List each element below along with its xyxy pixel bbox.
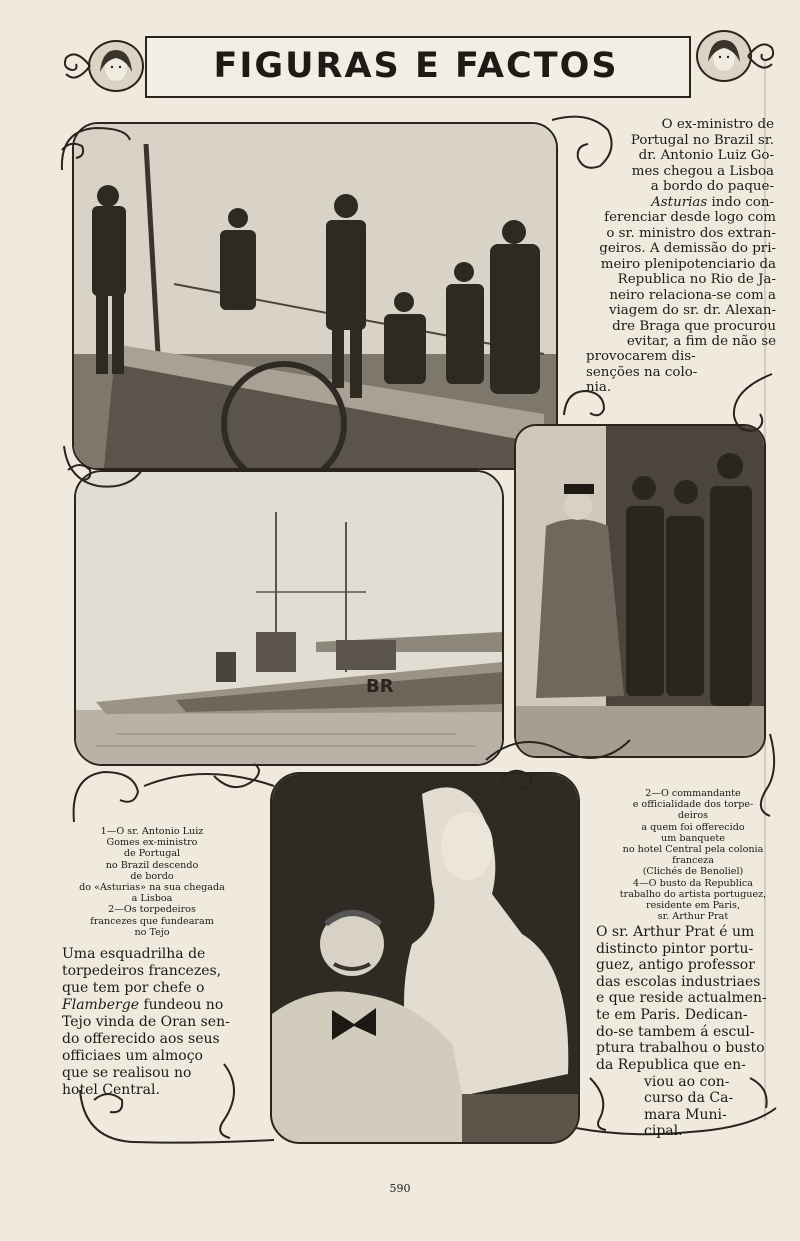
text-line: distincto pintor portu- <box>596 940 754 957</box>
caption-line: residente em Paris, <box>645 900 741 912</box>
caption-left <box>64 826 240 938</box>
text-line: que se realisou no <box>62 1065 192 1081</box>
text-fragment: fundeou no <box>139 997 224 1013</box>
caption-line: no Tejo <box>134 926 170 938</box>
text-line: Tejo vinda de Oran sen- <box>62 1014 230 1030</box>
page-number: 590 <box>389 1182 411 1195</box>
caption-line: franceza <box>672 855 714 867</box>
text-line: hotel Central. <box>62 1082 160 1098</box>
caption-line: a quem foi offerecido <box>641 821 745 833</box>
text-line: o sr. ministro dos extran- <box>606 225 776 241</box>
text-line: meiro plenipotenciario da <box>600 256 776 272</box>
text-line: que tem por chefe o <box>62 980 205 996</box>
text-line: a bordo do paque- <box>650 179 774 194</box>
text-line: ferenciar desde logo com <box>604 210 776 225</box>
text-line: torpedeiros francezes, <box>62 963 222 979</box>
caption-line: (Clichés de Benoliel) <box>642 866 744 878</box>
photo-gangway-arrival <box>72 122 558 470</box>
masthead-title: FIGURAS E FACTOS <box>213 46 619 86</box>
text-line: dre Braga que procurou <box>612 318 776 334</box>
text-line: do-se tambem á escul- <box>596 1023 755 1040</box>
article-right-text-end <box>644 1074 754 1140</box>
text-line: te em Paris. Dedican- <box>596 1006 748 1023</box>
caption-line: de Portugal <box>123 848 181 860</box>
text-line: da Republica que en- <box>596 1056 746 1073</box>
text-line: mara Muni- <box>644 1106 727 1123</box>
caption-line: um banquete <box>661 832 725 844</box>
text-line: provocarem dis- <box>586 349 696 364</box>
ship-name: Asturias <box>651 194 708 210</box>
text-line: e que reside actualmen- <box>596 990 767 1007</box>
text-line: do offerecido aos seus <box>62 1031 220 1047</box>
article-top-text <box>612 117 774 210</box>
woman-portrait-medallion-icon <box>696 30 752 82</box>
photo-torpedo-boats <box>74 470 504 766</box>
text-line: officiaes um almoço <box>62 1048 203 1064</box>
text-line: neiro relaciona-se com a <box>609 287 776 303</box>
text-line: guez, antigo professor <box>596 957 755 974</box>
article-right-text <box>596 924 782 1073</box>
hull-marking: BR <box>366 676 394 697</box>
text-line: nia. <box>586 380 612 395</box>
caption-line: no Brazil descendo <box>105 859 199 871</box>
caption-line: 2—Os torpedeiros <box>108 904 196 916</box>
text-line: O ex-ministro de <box>661 117 774 132</box>
caption-line: 2—O commandante <box>645 788 741 799</box>
caption-line: 4—O busto da Republica <box>632 877 754 889</box>
caption-line: deiros <box>677 810 709 822</box>
article-left-text <box>62 946 252 1099</box>
text-line: senções na colo- <box>586 364 698 380</box>
caption-line: do «Asturias» na sua chegada <box>79 882 225 894</box>
text-line: Uma esquadrilha de <box>62 946 206 962</box>
article-top-text-wide <box>582 210 776 350</box>
caption-line: a Lisboa <box>131 893 173 905</box>
text-line: mes chegou a Lisboa <box>631 163 774 179</box>
article-top-text-end <box>586 349 706 396</box>
photo-sculptor-bust <box>270 772 580 1144</box>
caption-line: 1—O sr. Antonio Luiz <box>100 826 204 837</box>
text-line <box>612 195 774 211</box>
scroll-ornament-icon <box>548 110 620 180</box>
text-line: dr. Antonio Luiz Go- <box>638 148 774 163</box>
caption-line: de bordo <box>130 870 174 882</box>
text-line: evitar, a fim de não se <box>626 334 776 349</box>
text-line: curso da Ca- <box>644 1090 734 1107</box>
text-line: viou ao con- <box>644 1074 730 1090</box>
text-line: viagem do sr. dr. Alexan- <box>608 303 776 318</box>
text-line: ptura trabalhou o busto <box>596 1040 765 1057</box>
scroll-ornament-icon <box>64 756 284 826</box>
photo-officers-group <box>514 424 766 758</box>
woman-portrait-medallion-icon <box>88 40 144 92</box>
text-line: geiros. A demissão do pri- <box>599 241 776 256</box>
text-line: Republica no Rio de Ja- <box>617 272 776 287</box>
text-line: das escolas industriaes <box>596 973 761 990</box>
caption-line: trabalho do artista portuguez, <box>619 888 767 900</box>
caption-line: Gomes ex-ministro <box>106 837 198 849</box>
caption-right <box>600 788 786 922</box>
text-line: cipal. <box>644 1123 683 1140</box>
caption-line: francezes que fundearam <box>90 915 214 927</box>
caption-line: sr. Arthur Prat <box>657 911 729 923</box>
text-fragment: indo con- <box>707 194 774 210</box>
caption-line: e officialidade dos torpe- <box>632 799 754 811</box>
ship-name: Flamberge <box>62 997 139 1013</box>
caption-line: no hotel Central pela colonia <box>622 844 764 856</box>
text-line <box>62 997 252 1014</box>
text-line: O sr. Arthur Prat é um <box>596 924 755 940</box>
text-line: Portugal no Brazil sr. <box>630 132 774 148</box>
